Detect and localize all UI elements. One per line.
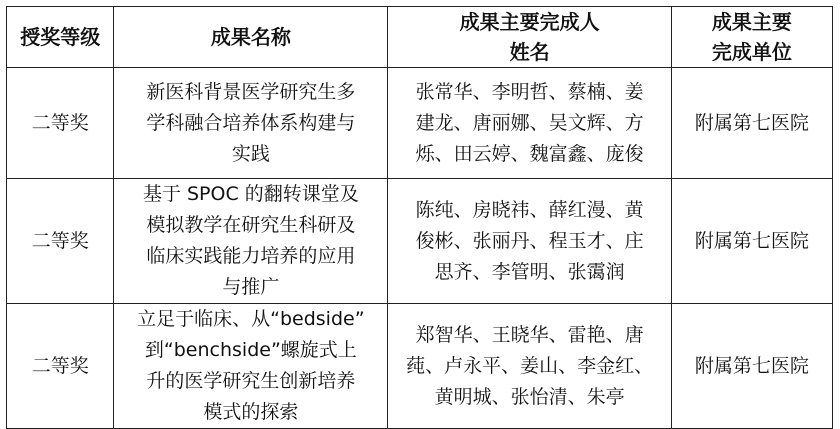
header-main-unit: 成果主要 完成单位 (671, 7, 832, 68)
contributors-cell: 张常华、李明哲、蔡楠、姜 建龙、唐丽娜、吴文辉、方 烁、田云婷、魏富鑫、庞俊 (388, 68, 672, 179)
table-row (7, 304, 833, 429)
contributors-cell: 郑智华、王晓华、雷艳、唐 莼、卢永平、姜山、李金红、 黄明城、张怡清、朱亭 (388, 304, 672, 429)
award-level-cell: 二等奖 (7, 179, 114, 304)
awards-table (6, 6, 833, 429)
header-main-contributors: 成果主要完成人 姓名 (388, 7, 672, 68)
header-award-level: 授奖等级 (7, 7, 114, 68)
achievement-name-cell: 基于 SPOC 的翻转课堂及 模拟教学在研究生科研及 临床实践能力培养的应用 与推广 (114, 179, 388, 304)
award-level-cell: 二等奖 (7, 304, 114, 429)
achievement-name-cell: 新医科背景医学研究生多 学科融合培养体系构建与 实践 (114, 68, 388, 179)
unit-cell: 附属第七医院 (671, 179, 832, 304)
unit-cell: 附属第七医院 (671, 68, 832, 179)
header-achievement-name: 成果名称 (114, 7, 388, 68)
table-row (7, 68, 833, 179)
unit-cell: 附属第七医院 (671, 304, 832, 429)
achievement-name-cell: 立足于临床、从“bedside” 到“benchside”螺旋式上 升的医学研究生创新培养 模式的探索 (114, 304, 388, 429)
contributors-cell: 陈纯、房晓祎、薛红漫、黄 俊彬、张丽丹、程玉才、庄 思齐、李管明、张霭润 (388, 179, 672, 304)
table-row (7, 179, 833, 304)
header-row (7, 7, 833, 68)
award-level-cell: 二等奖 (7, 68, 114, 179)
